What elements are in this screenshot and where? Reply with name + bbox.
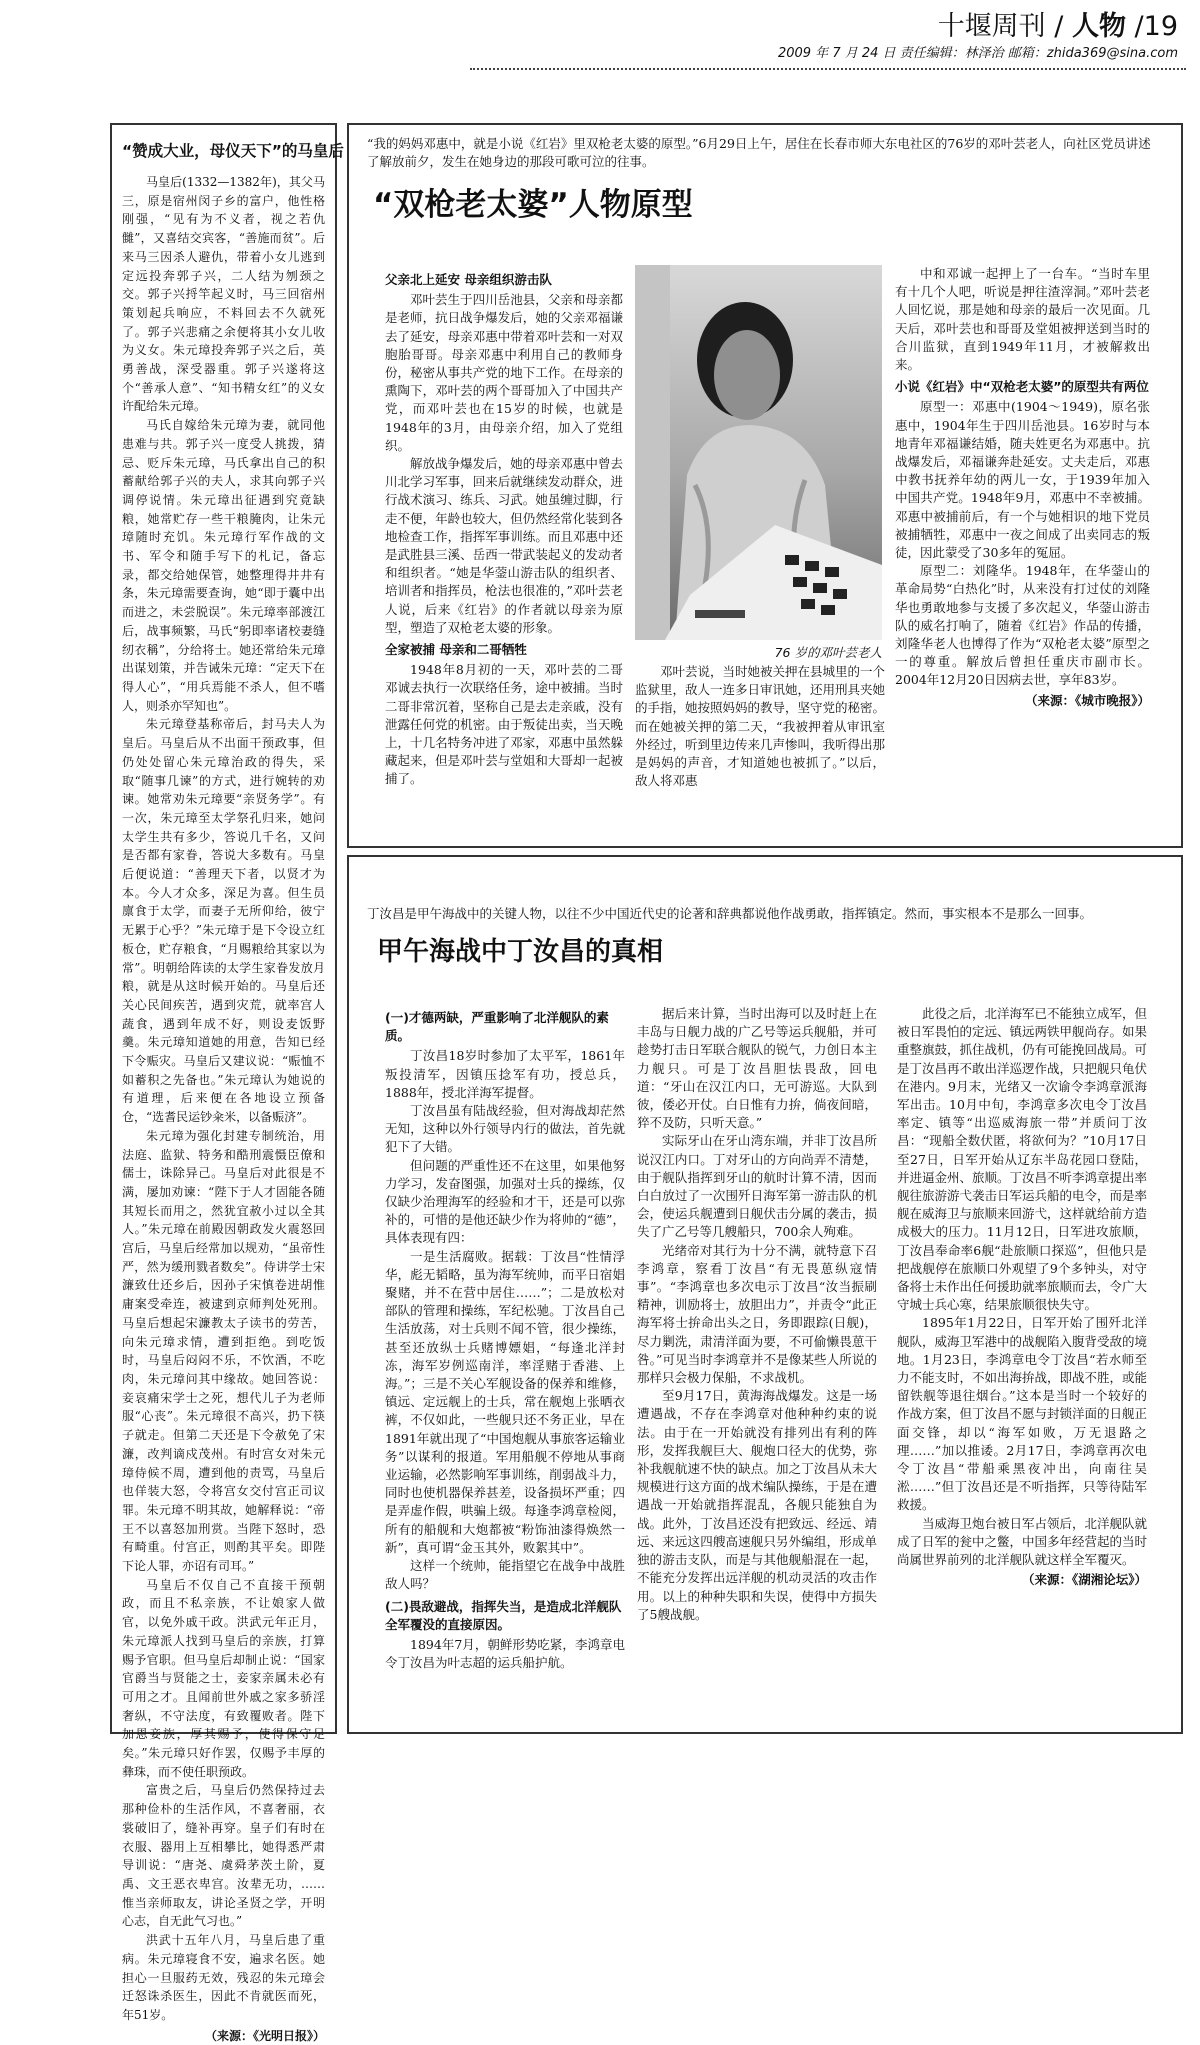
article-title: “双枪老太婆”人物原型 [373,187,693,223]
paragraph: 解放战争爆发后，她的母亲邓惠中曾去川北学习军事，回来后就继续发动群众，进行战术演习、练兵、习武。她虽缠过脚，行走不便，年龄也较大，但仍然经常化装到各地检查工作，指挥军事训练。而且邓惠中还是武胜县三溪、岳西一带武装起义的发动者和组织者。“她是华蓥山游击队的组织者、培训者和指挥员，枪法也很准的，”邓叶芸老人说，后来《红岩》的作者就以母亲为原型，塑造了双枪老太婆的形象。 [385,456,623,635]
paragraph: 此役之后，北洋海军已不能独立成军，但被日军畏怕的定远、镇远两铁甲舰尚存。如果重整旗鼓，抓住战机，仍有可能挽回战局。可是丁汝昌再不敢出洋巡逻作战，只把舰只龟伏在港内。9月末，光绪又一次谕令李鸿章派海军出击。10月中旬，李鸿章多次电令丁汝昌率定、镇等“出巡威海旅一带”并质问丁汝昌：“现船全数伏匿，将欲何为？”10月17日至27日，日军开始从辽东半岛花园口登陆，并进逼金州、旅顺。丁汝昌不听李鸿章提出率舰往旅游游弋袭击日军运兵船的电令，而是率舰在威海卫与旅顺来回游弋，这样就给前方造成极大的压力。11月12日，日军进攻旅顺，丁汝昌奉命率6舰“赴旅顺口探巡”，但他只是把战舰停在旅顺口外观望了9个多钟头，对守备将士未作出任何援助就率旅顺而去，令广大守城士兵心寒，结果旅顺很快失守。 [897,1006,1148,1313]
paragraph: 朱元璋为强化封建专制统治，用法庭、监狱、特务和酷刑震慑臣僚和儒士，诛除异己。马皇后对此很是不满，屡加劝谏：“陛下于人才固能各随其短长而用之，然犹宜赦小过以全其人。”朱元璋在前殿因朝政发火震怒回宫后，马皇后经常加以规劝，“虽帝性严，然为缓刑戮者数矣”。侍讲学士宋濂致仕还乡后，因孙子宋慎卷进胡惟庸案受牵连，被逮到京师判处死刑。马皇后想起宋濂教太子读书的劳苦，向朱元璋求情，遭到拒绝。到吃饭时，马皇后闷闷不乐，不饮酒，不吃肉，朱元璋问其中缘故。她回答说：妾哀痛宋学士之死，想代儿子为老师服“心丧”。朱元璋很不高兴，扔下筷子就走。但第二天还是下令赦免了宋濂，改判谪戍茂州。有时宫女对朱元璋侍候不周，遭到他的责骂，马皇后也佯装大怒，令将宫女交付宫正司议罪。朱元璋不明其故，她解释说：“帝王不以喜怒加刑赏。当陛下怒时，恐有畸重。付宫正，则酌其平矣。即陛下论人罪，亦诏有司耳。” [122,1128,325,1574]
paragraph: 马皇后不仅自己不直接干预朝政，而且不私亲族，不让娘家人做官，以免外戚干政。洪武元年正月，朱元璋派人找到马皇后的亲族，打算赐予官职。但马皇后却制止说：“国家官爵当与贤能之士，妾家亲属未必有可用之才。且闻前世外戚之家多骄淫奢纵，不守法度，有致覆败者。陛下加恩妾族，厚其赐予，使得保守足矣。”朱元璋只好作罢，仅赐予丰厚的彝珠，而不使任职预政。 [122,1577,325,1779]
paragraph: 当威海卫炮台被日军占领后，北洋舰队就成了日军的瓮中之鳖，中国多年经营起的当时尚属世界前列的北洋舰队就这样全军覆灭。 [897,1515,1148,1568]
article-columns [367,1005,1165,1725]
paragraph: 据后来计算，当时出海可以及时赶上在丰岛与日舰力战的广乙号等运兵舰船，并可趁势打击日军联合舰队的锐气，力创日本主力舰只。可是丁汝昌胆怯畏敌，回电道：“牙山在汉江内口，无可游巡。大队到彼，倭必开仗。白日惟有力拚，倘夜间暗，猝不及防，只听天意。” [637,1006,877,1131]
paragraph: 1895年1月22日，日军开始了围歼北洋舰队，威海卫军港中的战舰陷入腹背受敌的境地。1月23日，李鸿章电令丁汝昌“若水师至力不能支时，不如出海拚战，即战不胜，或能留铁舰等退往烟台。”这本是当时一个较好的作战方案，但丁汝昌不愿与封锁洋面的日舰正面交锋，却以“海军如败，万无退路之理……”加以推诿。2月17日，李鸿章再次电令丁汝昌“带船乘黑夜冲出，向南往吴淞……”但丁汝昌还是不听指挥，只等待陆军救援。 [897,1315,1148,1513]
photo-caption: 76 岁的邓叶芸老人 [774,645,882,660]
subheading: 父亲北上延安 母亲组织游击队 [385,272,552,287]
paragraph: 中和邓诚一起押上了一台车。“当时车里有十几个人吧，听说是押往渣滓洞。”邓叶芸老人回忆说，那是她和母亲的最后一次见面。几天后，邓叶芸也和哥哥及堂姐被押送到当时的合川监狱，直到1949年11月，才被解救出来。 [895,266,1150,373]
masthead-rule [470,68,1186,70]
paragraph: 但问题的严重性还不在这里，如果他努力学习，发奋图强，加强对士兵的操练，仅仅缺少治理海军的经验和才干，还是可以弥补的，可惜的是他还缺少作为将帅的“德”，具体表现有四： [385,1157,625,1246]
paragraph: 原型二：刘隆华。1948年，在华蓥山的革命局势“白热化”时，从来没有打过仗的刘隆华也勇敢地参与支援了多次起义，华蓥山游击队的威名打响了，随着《红岩》作品的传播，刘隆华老人也博得了作为“双枪老太婆”原型之一的尊重。解放后曾担任重庆市副市长。2004年12月20日因病去世，享年83岁。 [895,563,1150,688]
subheading: 小说《红岩》中“双枪老太婆”的原型共有两位 [895,379,1149,395]
column-2 [637,1005,877,1624]
paragraph: 光绪帝对其行为十分不满，就特意下召李鸿章，察看丁汝昌“有无畏葸纵寇情事”。“李鸿章也多次电示丁汝昌“汝当振刷精神，训励将士，放胆出力”，并责令“此正海军将士拚命出头之日，务即跟踪(日舰)，尽力剿洗，肃清洋面为要，不可偷懒畏葸干咎。”可见当时李鸿章并不是像某些人所说的那样只会极力保船，不求战机。 [637,1242,877,1386]
masthead [0,0,1200,80]
column-1 [385,267,623,789]
paragraph: 丁汝昌18岁时参加了太平军，1861年叛投清军，因镇压捻军有功，授总兵，1888年，授北洋海军提督。 [385,1048,625,1100]
article-columns [367,265,1165,840]
section-name: 人物 [1071,11,1126,42]
masthead-meta: 2009 年 7 月 24 日 责任编辑：林泽治 邮箱：zhida369@sina.com [777,46,1178,61]
column-2 [635,663,885,790]
paragraph: 邓叶芸生于四川岳池县，父亲和母亲都是老师，抗日战争爆发后，她的父亲邓福谦去了延安，母亲邓惠中带着邓叶芸和一对双胞胎哥哥。母亲邓惠中利用自己的教师身份，秘密从事共产党的地下工作。在母亲的熏陶下，邓叶芸的两个哥哥加入了中国共产党，而邓叶芸也在15岁的时候，也就是1948年的3月，由母亲介绍，加入了党组织。 [385,292,623,453]
paragraph: 马皇后(1332—1382年)，其父马三，原是宿州闵子乡的富户，他性格刚强，“见有为不义者，视之若仇雠”，又喜结交宾客，“善施而贫”。后来马三因杀人避仇，带着小女儿逃到定远投奔郭子兴，二人结为刎颈之交。郭子兴捋竿起义时，马三回宿州策划起兵响应，不料回去不久就死了。郭子兴悲痛之余便将其小女儿收为义女。朱元璋投奔郭子兴之后，英勇善战，深受器重。郭子兴遂将这个“善承人意”、“知书精女红”的义女许配给朱元璋。 [122,175,325,414]
column-3 [897,1005,1147,1590]
article-source: （来源：《光明日报》） [204,2028,325,2043]
column-3 [895,265,1150,710]
paragraph: 朱元璋登基称帝后，封马夫人为皇后。马皇后从不出面干预政事，但仍处处留心朱元璋治政的得失，采取“随事几谏”的方式，进行婉转的劝谏。她常劝朱元璋要“亲贤务学”。有一次，朱元璋至太学祭孔归来，她问太学生共有多少，答说几千名，又问是否都有家眷，答说大多数有。马皇后便说道：“善理天下者，以贤才为本。今人才众多，深足为喜。但生员廪食于太学，而妻子无所仰给，彼宁无累于心乎？”朱元璋于是下令设立红板仓，贮存粮食，“月赐粮给其家以为常”。明朝给阵读的太学生家眷发放月粮，就是从这时候开始的。马皇后还关心民间疾苦，遇到灾荒，就率宫人蔬食，遇到年成不好，则设麦饭野羹。朱元璋知道她的用意，告知已经下令赈灾。马皇后又建议说：“赈恤不如蓄积之先备也。”朱元璋认为她说的有道理，后来便在各地设立预备仓，“选耆民运钞籴米，以备赈济”。 [122,717,325,1125]
paragraph: 丁汝昌虽有陆战经验，但对海战却茫然无知，这种以外行领导内行的做法，首先就犯下了大错。 [385,1103,625,1155]
article-shuangqiang [347,123,1183,848]
paragraph: 邓叶芸说，当时她被关押在县城里的一个监狱里，敌人一连多日审讯她，还用刑具夹她的手指，她按照妈妈的教导，坚守党的秘密。而在她被关押的第二天，“我被押着从审讯室外经过，听到里边传来几声惨叫，我听得出那是妈妈的声音，才知道她也被抓了。”以后，敌人将邓惠 [635,664,886,789]
article-source: （来源：《城市晚报》） [1024,692,1150,708]
subheading: 全家被捕 母亲和二哥牺牲 [385,642,527,658]
subheading: (一)才德两缺，严重影响了北洋舰队的素质。 [385,1010,609,1044]
paragraph: 马氏自嫁给朱元璋为妻，就同他患难与共。郭子兴一度受人挑拨，猜忌、贬斥朱元璋，马氏拿出自己的积蓄献给郭子兴的夫人，求其向郭子兴调停说情。朱元璋出征遇到究竟缺粮，她常贮存一些干粮腌肉，让朱元璋随时充饥。朱元璋行军作战的文书、军令和随手写下的札记，备忘录，都交给她保管，她整理得井井有条，朱元璋需要查询，她“即于囊中出而进之，未尝脱误”。朱元璋率部渡江后，战事频繁，马氏“躬即率诸校妻缝纫衣稱”，分给将士。她还常给朱元璋出谋划策，并告诫朱元璋：“定天下在得人心”，“用兵焉能不杀人，但不嗜人，则杀亦罕知也”。 [122,418,325,713]
article-body [122,173,325,2045]
paragraph: 这样一个统帅，能指望它在战争中战胜敌人吗？ [385,1558,625,1592]
article-title: “赞成大业，母仪天下”的马皇后 [122,142,344,160]
article-lead: “我的妈妈邓惠中，就是小说《红岩》里双枪老太婆的原型。”6月29日上午，居住在长春市师大东电社区的76岁的邓叶芸老人，向社区党员讲述了解放前夕，发生在她身边的那段可歌可泣的往事。 [367,136,1151,169]
column-1 [385,1005,625,1672]
paper-name: 十堰周刊 [937,11,1046,42]
paragraph: 1948年8月初的一天，邓叶芸的二哥邓诚去执行一次联络任务，途中被捕。当时二哥非常沉着，坚称自己是去走亲戚，没有泄露任何党的机密。由于叛徒出卖，当天晚上，十几名特务冲进了邓家，邓惠中虽然躲藏起来，但是邓叶芸与堂姐和大哥却一起被捕了。 [385,662,623,787]
article-lead: 丁汝昌是甲午海战中的关键人物，以往不少中国近代史的论著和辞典都说他作战勇敢，指挥镇定。然而，事实根本不是那么一回事。 [367,906,1093,921]
paragraph: 至9月17日，黄海海战爆发。这是一场遭遇战，不存在李鸿章对他种种约束的说法。由于在一开始就没有排列出有利的阵形，发挥我舰巨大、舰炮口径大的优势，弥补我舰航速不快的缺点。加之丁汝昌从未大规模进行这方面的战术编队操练，于是在遭遇战一开始就指挥混乱，各舰只能独自为战。此外，丁汝昌还没有把致远、经远、靖远、来远这四艘高速舰只另外编组，形成单独的游击支队，而是与其他舰船混在一起，不能充分发挥出远洋舰的机动灵活的攻击作用。以上的种种失职和失误，使得中方损失了5艘战舰。 [637,1388,877,1622]
paragraph: 洪武十五年八月，马皇后患了重病。朱元璋寝食不安，遍求名医。她担心一旦服药无效，残忍的朱元璋会迁怒诛杀医生，因此不肯就医而死，年51岁。 [122,1933,325,2022]
portrait-photo [635,265,882,640]
page-number: 19 [1143,11,1178,42]
paragraph: 一是生活腐败。据载：丁汝昌“性情浮华，彪无韬略，虽为海军统帅，而平日宿娼聚赌，并不在营中居住……”；二是放松对部队的管理和操练，军纪松驰。丁汝昌自己生活放荡，对士兵则不闻不管，很少操练，甚至还放纵士兵赌博嫖娼，“每逢北洋封冻，海军岁例巡南洋，率淫赌于香港、上海。”；三是不关心军舰设备的保养和维修，镇远、定远舰上的士兵，常在舰炮上张晒衣裤，不仅如此，一些舰只还不务正业，早在1891年就出现了“中国炮舰从事旅客运输业务”以谋利的报道。军用船舰不停地从事商业运输，必然影响军事训练，削弱战斗力，同时也使机器保养甚差，设备损坏严重；四是弄虚作假，哄骗上级。每逢李鸿章检阅，所有的船舰和大炮都被“粉饰油漆得焕然一新”，真可谓“金玉其外，败絮其中”。 [385,1248,625,1555]
paragraph: 原型一：邓惠中(1904～1949)，原名张惠中，1904年生于四川岳池县。16岁时与本地青年邓福谦结婚，随夫姓更名为邓惠中。抗战爆发后，邓福谦奔赴延安。丈夫走后，邓惠中教书抚养年幼的两儿一女，于1939年加入中国共产党。1948年9月，邓惠中不幸被捕。邓惠中被捕前后，有一个与她相识的地下党员被捕牺牲，邓惠中一夜之间成了出卖同志的叛徒，因此蒙受了30多年的冤屈。 [895,399,1150,561]
subheading: (二)畏敌避战，指挥失当，是造成北洋舰队全军覆没的直接原因。 [385,1598,622,1632]
masthead-title: 十堰周刊 / 人物 /19 [937,11,1178,42]
article-ma-huanghou [110,123,344,2043]
article-ding-ruchang [347,855,1183,1734]
paragraph: 富贵之后，马皇后仍然保持过去那种俭朴的生活作风，不喜奢丽，衣裳破旧了，缝补再穿。皇子们有时在衣服、器用上互相攀比，她得悉严肃导训说：“唐尧、虞舜茅茨土阶，夏禹、文王恶衣卑宫。汝辈无功，……惟当亲师取友，讲论圣贤之学，开明心志，自无此气习也。” [122,1783,325,1929]
paragraph: 1894年7月，朝鲜形势吃紧，李鸿章电令丁汝昌为叶志超的运兵船护航。 [385,1636,625,1671]
article-title: 甲午海战中丁汝昌的真相 [377,937,664,967]
article-source: （来源：《湖湘论坛》） [1021,1572,1147,1588]
paragraph: 实际牙山在牙山湾东端，并非丁汝昌所说汉江内口。丁对牙山的方向尚弄不清楚，由于舰队指挥到牙山的航时计算不清，因而白白放过了一次围歼日海军第一游击队的机会，使运兵舰遭到日舰伏击分属的袭击，损失了广乙号等几艘船只，700余人殉难。 [637,1133,877,1240]
